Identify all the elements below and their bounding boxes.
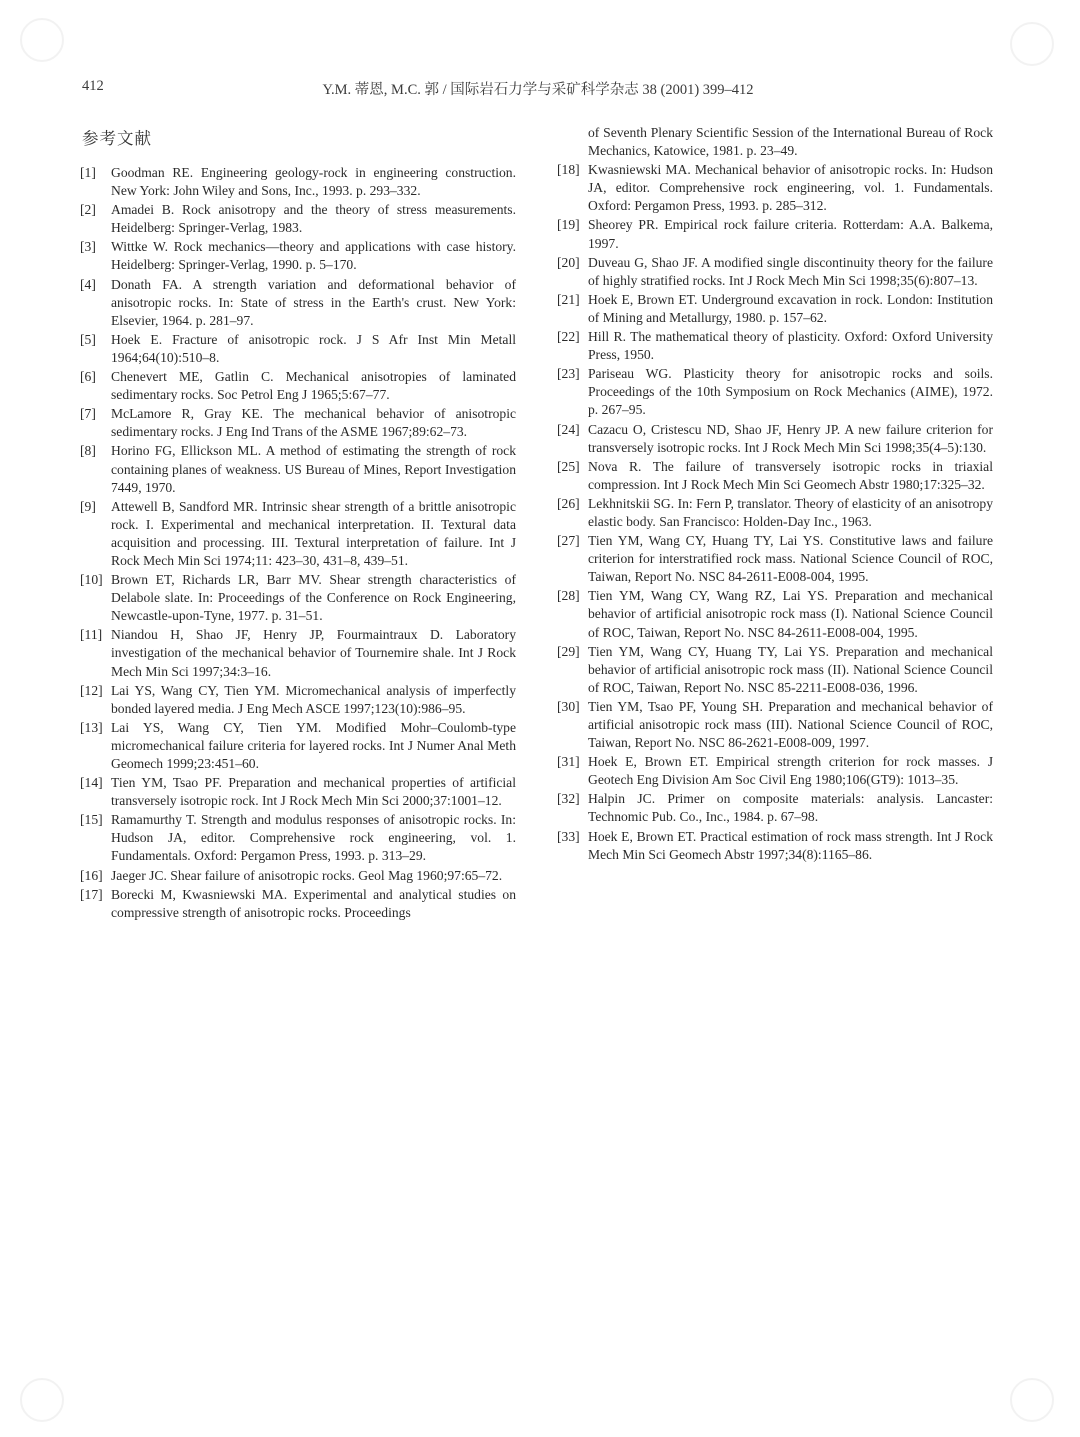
reference-text: Tien YM, Tsao PF. Preparation and mechanical properties of artificial transversely isotropic rock. Int J Rock Mech Min Sci 2000;37:1001–12. xyxy=(111,775,516,809)
reference-item xyxy=(80,405,516,441)
reference-text: Hoek E, Brown ET. Underground excavation in rock. London: Institution of Mining and Metallurgy, 1980. p. 157–62. xyxy=(588,291,993,325)
reference-number: [28] xyxy=(557,588,580,604)
running-head: Y.M. 蒂恩, M.C. 郭 / 国际岩石力学与采矿科学杂志 38 (2001) 399–412 xyxy=(322,82,754,98)
reference-number: [10] xyxy=(80,572,103,588)
reference-item xyxy=(557,698,993,752)
reference-text: Tien YM, Wang CY, Huang TY, Lai YS. Preparation and mechanical behavior of artificial anisotropic rock mass (II). National Science Council of ROC, Taiwan, Report No. NSC 85-2211-E008-036, 1996. xyxy=(588,643,993,695)
reference-text: Tien YM, Wang CY, Wang RZ, Lai YS. Preparation and mechanical behavior of artificial anisotropic rock mass (I). National Science Council of ROC, Taiwan, Report No. NSC 84-2611-E008-004, 1995. xyxy=(588,588,993,640)
reference-number: [20] xyxy=(557,254,580,270)
watermark-logo xyxy=(1010,1378,1054,1422)
reference-item xyxy=(557,458,993,494)
reference-number: [12] xyxy=(80,682,103,698)
reference-number: [21] xyxy=(557,291,580,307)
reference-item xyxy=(80,498,516,570)
reference-number: [29] xyxy=(557,643,580,659)
reference-text: Hoek E, Brown ET. Empirical strength criterion for rock masses. J Geotech Eng Division Am Soc Civil Eng 1980;106(GT9): 1013–35. xyxy=(588,754,993,788)
reference-number: [6] xyxy=(80,369,96,385)
page-number: 412 xyxy=(82,78,104,94)
reference-number: [30] xyxy=(557,698,580,714)
reference-text: Jaeger JC. Shear failure of anisotropic rocks. Geol Mag 1960;97:65–72. xyxy=(111,867,503,883)
reference-item xyxy=(80,238,516,274)
reference-item xyxy=(80,774,516,810)
reference-text: Chenevert ME, Gatlin C. Mechanical anisotropies of laminated sedimentary rocks. Soc Petrol Eng J 1965;5:67–77. xyxy=(111,369,516,403)
right-reference-column xyxy=(557,124,993,865)
reference-text: Wittke W. Rock mechanics—theory and applications with case history. Heidelberg: Springer-Verlag, 1990. p. 5–170. xyxy=(111,239,516,273)
reference-text: Hoek E, Brown ET. Practical estimation of rock mass strength. Int J Rock Mech Min Sci Geomech Abstr 1997;34(8):1165–86. xyxy=(588,828,993,862)
reference-text: Ramamurthy T. Strength and modulus responses of anisotropic rocks. In: Hudson JA, editor. Comprehensive rock engineering, vol. 1. Fundamentals. Oxford: Pergamon Press, 1993. p. 313–29. xyxy=(111,812,516,864)
reference-item xyxy=(557,532,993,586)
reference-number: [18] xyxy=(557,162,580,178)
reference-text: Hill R. The mathematical theory of plasticity. Oxford: Oxford University Press, 1950. xyxy=(588,329,993,363)
reference-item xyxy=(80,886,516,922)
reference-text: McLamore R, Gray KE. The mechanical behavior of anisotropic sedimentary rocks. J Eng Ind Trans of the ASME 1967;89:62–73. xyxy=(111,406,516,440)
reference-number: [32] xyxy=(557,791,580,807)
reference-number: [33] xyxy=(557,828,580,844)
reference-text: Sheorey PR. Empirical rock failure criteria. Rotterdam: A.A. Balkema, 1997. xyxy=(588,217,993,251)
watermark-logo xyxy=(1010,22,1054,66)
reference-number: [26] xyxy=(557,495,580,511)
reference-number: [16] xyxy=(80,867,103,883)
reference-text: Tien YM, Tsao PF, Young SH. Preparation and mechanical behavior of artificial anisotropic rock mass (III). National Science Council of ROC, Taiwan, Report No. NSC 86-2621-E008-009, 1997. xyxy=(588,698,993,751)
reference-item xyxy=(557,790,993,826)
reference-item xyxy=(557,495,993,531)
reference-number: [7] xyxy=(80,406,96,422)
reference-text: Lai YS, Wang CY, Tien YM. Modified Mohr–Coulomb-type micromechanical failure criteria for layered rocks. Int J Numer Anal Meth Geomech 1999;23:451–60. xyxy=(111,719,516,771)
reference-text: Borecki M, Kwasniewski MA. Experimental and analytical studies on compressive strength of anisotropic rocks. Proceedings xyxy=(111,886,516,920)
reference-number: [22] xyxy=(557,329,580,345)
reference-item xyxy=(80,442,516,496)
reference-text: Goodman RE. Engineering geology-rock in engineering construction. New York: John Wiley and Sons, Inc., 1993. p. 293–332. xyxy=(111,165,516,199)
reference-item xyxy=(557,291,993,327)
left-reference-column xyxy=(80,164,516,923)
reference-item xyxy=(557,828,993,864)
reference-text: Lekhnitskii SG. In: Fern P, translator. Theory of elasticity of an anisotropy elastic body. San Francisco: Holden-Day Inc., 1963. xyxy=(588,495,993,529)
reference-text: Tien YM, Wang CY, Huang TY, Lai YS. Constitutive laws and failure criterion for interstratified rock mass. National Science Council of ROC, Taiwan, Report No. NSC 84-2611-E008-004, 1995. xyxy=(588,533,993,585)
reference-text: Brown ET, Richards LR, Barr MV. Shear strength characteristics of Delabole slate. In: Proceedings of the Conference on Rock Engineering, Newcastle-upon-Tyne, 1977. p. 31–51. xyxy=(111,572,516,624)
reference-item xyxy=(557,365,993,419)
reference-text: Hoek E. Fracture of anisotropic rock. J S Afr Inst Min Metall 1964;64(10):510–8. xyxy=(111,331,516,365)
watermark-logo xyxy=(20,1378,64,1422)
reference-number: [8] xyxy=(80,443,96,459)
reference-number: [3] xyxy=(80,239,96,255)
reference-item xyxy=(80,867,516,885)
reference-number: [13] xyxy=(80,719,103,735)
reference-number: [1] xyxy=(80,165,96,180)
reference-text: Amadei B. Rock anisotropy and the theory of stress measurements. Heidelberg: Springer-Verlag, 1983. xyxy=(111,202,516,236)
reference-item xyxy=(557,254,993,290)
reference-number: [4] xyxy=(80,276,96,292)
reference-item xyxy=(557,328,993,364)
reference-item xyxy=(80,368,516,404)
reference-text: Niandou H, Shao JF, Henry JP, Fourmaintraux D. Laboratory investigation of the mechanical behavior of Tournemire shale. Int J Rock Mech Min Sci 1997;34:3–16. xyxy=(111,627,516,679)
section-title: 参考文献 xyxy=(82,129,152,148)
reference-number: [24] xyxy=(557,421,580,437)
reference-item xyxy=(80,331,516,367)
reference-item xyxy=(80,164,516,200)
reference-text: Kwasniewski MA. Mechanical behavior of anisotropic rocks. In: Hudson JA, editor. Comprehensive rock engineering, vol. 1. Fundamentals. Oxford: Pergamon Press, 1993. p. 285–312. xyxy=(588,162,993,214)
reference-item xyxy=(557,643,993,697)
reference-item xyxy=(80,719,516,773)
reference-item xyxy=(80,626,516,680)
reference-item xyxy=(80,571,516,625)
reference-item xyxy=(80,811,516,865)
reference-item xyxy=(557,587,993,641)
reference-item xyxy=(80,682,516,718)
reference-item xyxy=(557,421,993,457)
reference-item xyxy=(557,161,993,215)
watermark-logo xyxy=(20,18,64,62)
reference-item xyxy=(80,276,516,330)
reference-item xyxy=(80,201,516,237)
reference-number: [15] xyxy=(80,812,103,828)
reference-number: [31] xyxy=(557,754,580,770)
reference-text: Donath FA. A strength variation and deformational behavior of anisotropic rocks. In: State of stress in the Earth's crust. New York: Elsevier, 1964. p. 281–97. xyxy=(111,276,516,328)
reference-number: [27] xyxy=(557,533,580,549)
reference-number: [25] xyxy=(557,458,580,474)
page-header xyxy=(82,78,994,100)
reference-text: Nova R. The failure of transversely isotropic rocks in triaxial compression. Int J Rock Mech Min Sci Geomech Abstr 1980;17:325–32. xyxy=(588,458,993,492)
reference-text: Lai YS, Wang CY, Tien YM. Micromechanical analysis of imperfectly bonded layered media. J Eng Mech ASCE 1997;123(10):986–95. xyxy=(111,682,516,716)
reference-number: [2] xyxy=(80,202,96,218)
reference-continuation: of Seventh Plenary Scientific Session of the International Bureau of Rock Mechanics, Katowice, 1981. p. 23–49. xyxy=(588,125,993,159)
reference-text: Pariseau WG. Plasticity theory for anisotropic rocks and soils. Proceedings of the 10th Symposium on Rock Mechanics (AIME), 1972. p. 267–95. xyxy=(588,366,993,418)
reference-text: Attewell B, Sandford MR. Intrinsic shear strength of a brittle anisotropic rock. I. Experimental and mechanical interpretation. II. Textural data acquisition and processing. III. Textural interpretation of failure. Int J Rock Mech Min Sci 1974;11: 423–30, 431–8, 439–51. xyxy=(111,498,516,568)
reference-text: Duveau G, Shao JF. A modified single discontinuity theory for the failure of highly stratified rocks. Int J Rock Mech Min Sci 1998;35(6):807–13. xyxy=(588,254,993,288)
reference-number: [9] xyxy=(80,498,96,514)
reference-number: [19] xyxy=(557,217,580,233)
reference-text: Halpin JC. Primer on composite materials: analysis. Lancaster: Technomic Pub. Co., Inc., 1984. p. 67–98. xyxy=(588,791,993,825)
reference-item xyxy=(557,216,993,252)
reference-number: [23] xyxy=(557,366,580,382)
reference-text: Cazacu O, Cristescu ND, Shao JF, Henry JP. A new failure criterion for transversely isotropic rocks. Int J Rock Mech Min Sci 1998;35(4–5):130. xyxy=(588,421,993,455)
reference-item xyxy=(557,753,993,789)
reference-number: [11] xyxy=(80,627,103,643)
reference-text: Horino FG, Ellickson ML. A method of estimating the strength of rock containing planes of weakness. US Bureau of Mines, Report Investigation 7449, 1970. xyxy=(111,443,516,495)
reference-number: [17] xyxy=(80,886,103,902)
reference-number: [5] xyxy=(80,331,96,347)
reference-number: [14] xyxy=(80,775,103,791)
